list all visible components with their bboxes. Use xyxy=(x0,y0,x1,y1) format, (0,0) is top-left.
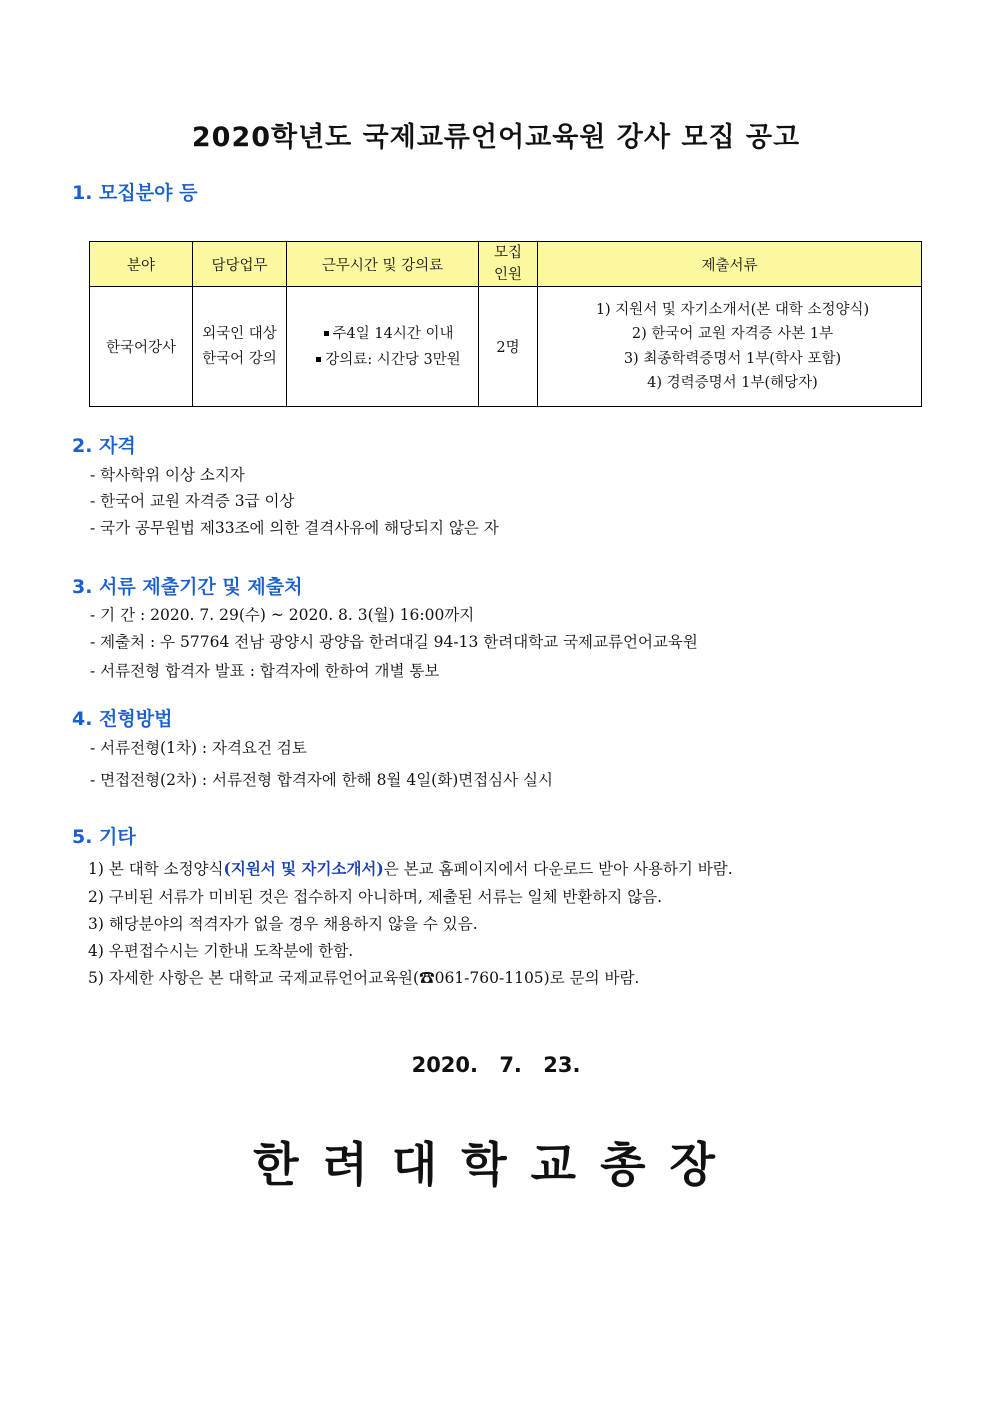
other-item-1-post: 은 본교 홈페이지에서 다운로드 받아 사용하기 바람. xyxy=(383,860,733,878)
submission-item: - 서류전형 합격자 발표 : 합격자에 한하여 개별 통보 xyxy=(90,662,440,680)
page-title: 2020학년도 국제교류언어교육원 강사 모집 공고 xyxy=(191,122,801,153)
section-heading-recruitment: 1. 모집분야 등 xyxy=(72,182,198,204)
qualification-item: - 한국어 교원 자격증 3급 이상 xyxy=(90,492,295,510)
bullet-square-icon xyxy=(324,331,329,336)
other-item: 2) 구비된 서류가 미비된 것은 접수하지 아니하며, 제출된 서류는 일체 반환하지 않음. xyxy=(88,888,663,906)
header-documents: 제출서류 xyxy=(538,242,922,287)
document-item: 3) 최종학력증명서 1부(학사 포함) xyxy=(623,350,842,367)
section-heading-qualification: 2. 자격 xyxy=(72,435,136,457)
header-hours-pay: 근무시간 및 강의료 xyxy=(287,242,479,287)
pay-item xyxy=(299,347,478,373)
header-duty: 담당업무 xyxy=(193,242,287,287)
recruitment-table xyxy=(89,241,922,407)
section-heading-other: 5. 기타 xyxy=(72,826,136,848)
selection-item: - 면접전형(2차) : 서류전형 합격자에 한해 8월 4일(화)면접심사 실시 xyxy=(90,771,554,789)
document-item: 2) 한국어 교원 자격증 사본 1부 xyxy=(631,326,834,342)
cell-duty xyxy=(193,287,287,407)
other-item xyxy=(88,857,733,879)
cell-field: 한국어강사 xyxy=(90,287,193,407)
section-heading-selection: 4. 전형방법 xyxy=(72,708,173,730)
bullet-square-icon xyxy=(316,357,321,362)
hours-item-text: 주4일 14시간 이내 xyxy=(332,325,454,342)
announcement-date: 2020. 7. 23. xyxy=(411,1053,581,1077)
other-item-1-pre: 1) 본 대학 소정양식 xyxy=(88,860,224,878)
qualification-item: - 학사학위 이상 소지자 xyxy=(90,466,245,484)
cell-hours-pay xyxy=(287,287,479,407)
cell-duty-line2: 한국어 강의 xyxy=(202,350,277,367)
selection-item: - 서류전형(1차) : 자격요건 검토 xyxy=(90,739,307,757)
section-heading-submission: 3. 서류 제출기간 및 제출처 xyxy=(72,576,303,598)
table-header-row xyxy=(90,242,922,287)
document-item: 1) 지원서 및 자기소개서(본 대학 소정양식) xyxy=(595,301,870,318)
issuer-signature: 한려대학교총장 xyxy=(253,1138,739,1193)
cell-count: 2명 xyxy=(479,287,538,407)
qualification-item: - 국가 공무원법 제33조에 의한 결격사유에 해당되지 않은 자 xyxy=(90,519,499,537)
pay-item-text: 강의료: 시간당 3만원 xyxy=(325,351,461,368)
submission-item: - 기 간 : 2020. 7. 29(수) ~ 2020. 8. 3(월) 16:00까지 xyxy=(90,606,475,624)
header-count xyxy=(479,242,538,287)
cell-documents xyxy=(538,287,922,407)
other-item: 5) 자세한 사항은 본 대학교 국제교류언어교육원(☎061-760-1105)로 문의 바람. xyxy=(88,969,640,987)
header-field: 분야 xyxy=(90,242,193,287)
table-row xyxy=(90,287,922,407)
document-item: 4) 경력증명서 1부(해당자) xyxy=(647,375,818,391)
hours-item xyxy=(299,321,478,347)
header-count-line2: 인원 xyxy=(493,267,522,283)
cell-duty-line1: 외국인 대상 xyxy=(202,325,277,342)
submission-item: - 제출처 : 우 57764 전남 광양시 광양읍 한려대길 94-13 한려대학교 국제교류언어교육원 xyxy=(90,633,698,651)
other-item: 4) 우편접수시는 기한내 도착분에 한함. xyxy=(88,942,354,960)
other-item: 3) 해당분야의 적격자가 없을 경우 채용하지 않을 수 있음. xyxy=(88,915,478,933)
header-count-line1: 모집 xyxy=(493,245,522,261)
other-item-1-highlight: (지원서 및 자기소개서) xyxy=(223,859,384,878)
